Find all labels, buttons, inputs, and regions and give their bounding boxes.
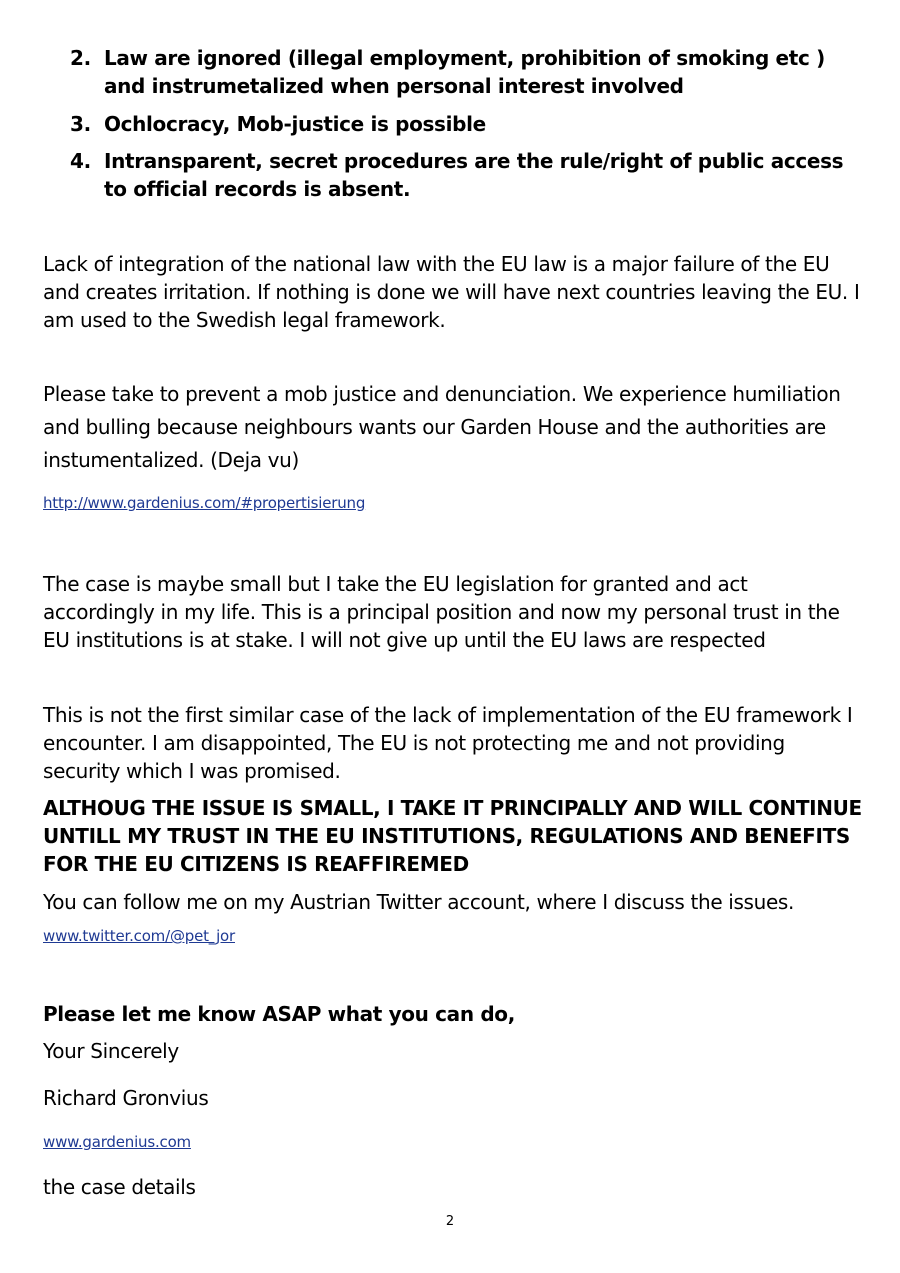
paragraph-twitter: You can follow me on my Austrian Twitter account, where I discuss the issues. (43, 890, 794, 914)
paragraph-eu-integration: Lack of integration of the national law with the EU law is a major failure of the EU and creates irritation. If nothing is done we will have next countries leaving the EU. I am used to the Swedish legal framework. (43, 252, 860, 332)
paragraph-request: Please let me know ASAP what you can do, (43, 1002, 515, 1026)
paragraph-capital-statement: ALTHOUG THE ISSUE IS SMALL, I TAKE IT PRINCIPALLY AND WILL CONTINUE UNTILL MY TRUST IN THE EU INSTITUTIONS, REGULATIONS AND BENEFITS FOR THE EU CITIZENS IS REAFFIREMED (43, 796, 862, 876)
list-item-text: Ochlocracy, Mob-justice is possible (104, 112, 486, 136)
list-item-text: Intransparent, secret procedures are the rule/right of public access to official records is absent. (104, 149, 844, 201)
twitter-link[interactable]: www.twitter.com/@pet_jor (43, 927, 235, 945)
signature-name: Richard Gronvius (43, 1086, 209, 1110)
list-item-number: 3. (70, 112, 91, 136)
closing-salutation: Your Sincerely (43, 1039, 179, 1063)
paragraph-mob-justice: Please take to prevent a mob justice and denunciation. We experience humiliation and bulling because neighbours wants our Garden House and the authorities are instumentalized. (Deja vu) (43, 382, 841, 472)
case-details-text: the case details (43, 1175, 196, 1199)
list-item-number: 4. (70, 149, 91, 173)
gardenius-link[interactable]: www.gardenius.com (43, 1133, 191, 1151)
list-item-text: Law are ignored (illegal employment, prohibition of smoking etc ) and instrumetalized when personal interest involved (104, 46, 825, 98)
paragraph-principal-position: The case is maybe small but I take the EU legislation for granted and act accordingly in my life. This is a principal position and now my personal trust in the EU institutions is at stake. I will not give up until the EU laws are respected (43, 572, 840, 652)
paragraph-disappointment: This is not the first similar case of the lack of implementation of the EU framework I encounter. I am disappointed, The EU is not protecting me and not providing security which I was promised. (43, 703, 853, 783)
list-item-number: 2. (70, 46, 91, 70)
page-number: 2 (445, 1214, 455, 1229)
gardenius-propertisierung-link[interactable]: http://www.gardenius.com/#propertisierung (43, 494, 366, 512)
